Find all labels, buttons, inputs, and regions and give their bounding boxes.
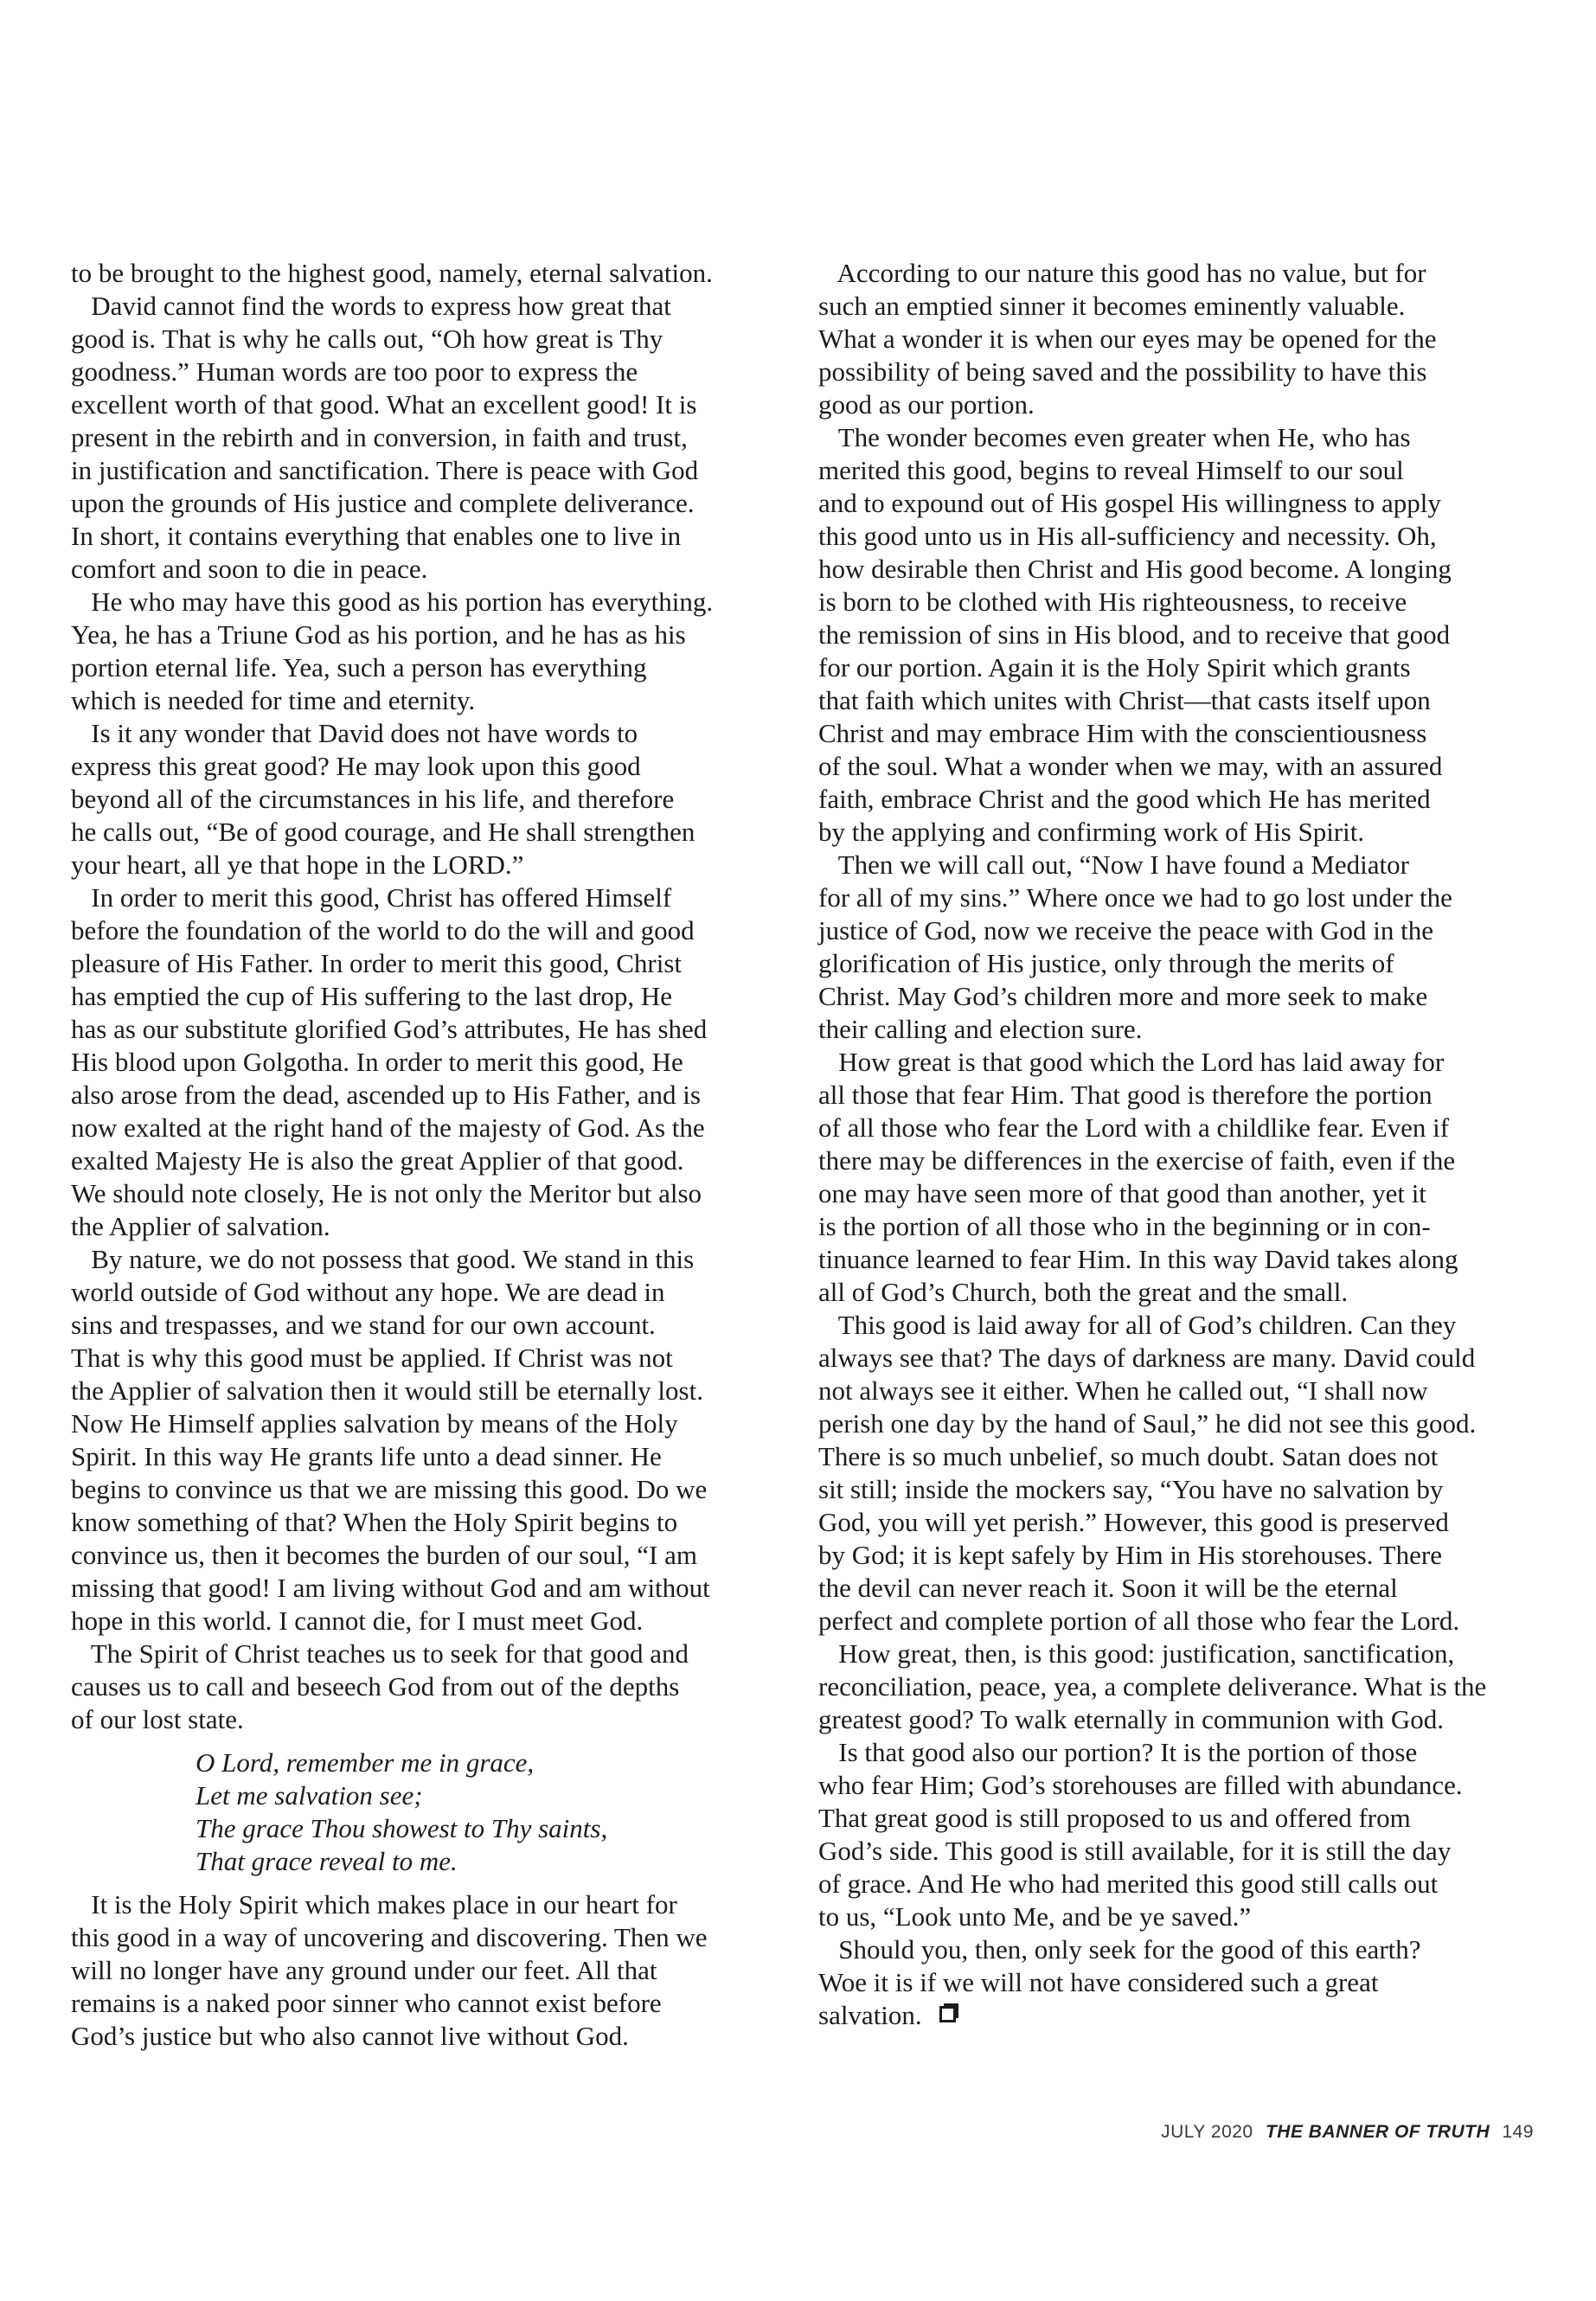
text-line: the devil can never reach it. Soon it will be the eternal [818,1573,1398,1603]
text-line: to us, “Look unto Me, and be ye saved.” [818,1901,1252,1932]
text-line: Christ. May God’s children more and more seek to make [818,981,1428,1011]
text-line: express this great good? He may look upon this good [71,751,641,781]
text-line: remains is a naked poor sinner who cannot exist before [71,1988,662,2018]
text-line: world outside of God without any hope. We are dead in [71,1277,665,1307]
text-line: According to our nature this good has no value, but for [818,258,1426,288]
text-line: greatest good? To walk eternally in communion with God. [818,1704,1445,1734]
text-line: not always see it either. When he called out, “I shall now [818,1375,1428,1406]
text-line: Woe it is if we will not have considered such a great [818,1967,1379,1997]
text-line: of all those who fear the Lord with a childlike fear. Even if [818,1112,1450,1143]
text-line: such an emptied sinner it becomes eminently valuable. [818,291,1406,321]
text-line: The Spirit of Christ teaches us to seek for that good and [71,1638,689,1669]
text-line: tinuance learned to fear Him. In this way David takes along [818,1244,1458,1274]
text-line: of grace. And He who had merited this good still calls out [818,1868,1439,1899]
text-line: one may have seen more of that good than another, yet it [818,1178,1426,1208]
text-line: by the applying and confirming work of His Spirit. [818,817,1365,847]
text-line: to be brought to the highest good, namely, eternal salvation. [71,258,713,288]
text-line: sit still; inside the mockers say, “You have no salvation by [818,1474,1444,1504]
text-line: How great is that good which the Lord has laid away for [818,1047,1445,1077]
poem-line: O Lord, remember me in grace, [195,1747,535,1778]
poem-gap-bottom [71,1878,815,1888]
text-line: sins and trespasses, and we stand for our own account. [71,1310,656,1340]
text-line: missing that good! I am living without God and am without [71,1573,710,1603]
text-line: is the portion of all those who in the beginning or in con- [818,1211,1431,1241]
text-line: also arose from the dead, ascended up to His Father, and is [71,1080,701,1110]
text-line: begins to convince us that we are missing this good. Do we [71,1474,708,1504]
text-line: The wonder becomes even greater when He, who has [818,422,1411,452]
text-line: That great good is still proposed to us and offered from [818,1803,1411,1833]
text-line: By nature, we do not possess that good. We stand in this [71,1244,695,1274]
text-line: for our portion. Again it is the Holy Spirit which grants [818,652,1411,683]
text-line: is born to be clothed with His righteousness, to receive [818,586,1407,617]
text-line: how desirable then Christ and His good become. A longing [818,554,1452,584]
text-line: In order to merit this good, Christ has offered Himself [71,882,672,913]
text-line: His blood upon Golgotha. In order to merit this good, He [71,1047,683,1077]
poem-line: The grace Thou showest to Thy saints, [195,1813,608,1843]
text-line: good is. That is why he calls out, “Oh how great is Thy [71,324,663,354]
text-line: reconciliation, peace, yea, a complete deliverance. What is the [818,1671,1487,1702]
text-line: present in the rebirth and in conversion, in faith and trust, [71,422,688,452]
text-line: now exalted at the right hand of the majesty of God. As the [71,1112,705,1143]
text-line: Is it any wonder that David does not have words to [71,718,638,748]
text-line: always see that? The days of darkness are many. David could [818,1343,1476,1373]
text-line: perish one day by the hand of Saul,” he did not see this good. [818,1408,1477,1439]
text-line: this good unto us in His all-sufficiency and necessity. Oh, [818,521,1437,551]
page-footer [1161,2122,1534,2143]
text-line: their calling and election sure. [818,1014,1143,1044]
text-line: all of God’s Church, both the great and the small. [818,1277,1349,1307]
footer-page-number: 149 [1502,2122,1534,2142]
text-line: has emptied the cup of His suffering to the last drop, He [71,981,673,1011]
text-line: there may be differences in the exercise of faith, even if the [818,1145,1456,1176]
text-line: beyond all of the circumstances in his life, and therefore [71,784,675,814]
text-line: causes us to call and beseech God from out of the depths [71,1671,680,1702]
poem-gap-top [71,1736,815,1747]
text-line: portion eternal life. Yea, such a person has everything [71,652,647,683]
text-line: and to expound out of His gospel His willingness to apply [818,488,1441,518]
text-line: merited this good, begins to reveal Himself to our soul [818,455,1404,485]
text-line: God’s justice but who also cannot live without God. [71,2021,629,2051]
footer-magazine-title: THE BANNER OF TRUTH [1265,2122,1490,2142]
right-column [818,257,1562,2032]
text-line: Is that good also our portion? It is the portion of those [818,1737,1418,1767]
text-line: glorification of His justice, only through the merits of [818,948,1394,978]
text-line: which is needed for time and eternity. [71,685,476,715]
text-line: that faith which unites with Christ—that casts itself upon [818,685,1431,715]
text-line: of the soul. What a wonder when we may, with an assured [818,751,1443,781]
text-line: convince us, then it becomes the burden of our soul, “I am [71,1540,697,1570]
text-line: the Applier of salvation. [71,1211,330,1241]
text-line: before the foundation of the world to do the will and good [71,915,695,945]
text-line: for all of my sins.” Where once we had to go lost under the [818,882,1452,913]
text-line: What a wonder it is when our eyes may be opened for the [818,324,1437,354]
left-block-1 [71,257,815,1736]
text-line: know something of that? When the Holy Spirit begins to [71,1507,678,1537]
text-line: has as our substitute glorified God’s attributes, He has shed [71,1014,708,1044]
text-line: perfect and complete portion of all those who fear the Lord. [818,1606,1460,1636]
left-column [71,257,815,2053]
text-line: He who may have this good as his portion has everything. [71,586,714,617]
text-line: That is why this good must be applied. If Christ was not [71,1343,673,1373]
text-line: by God; it is kept safely by Him in His storehouses. There [818,1540,1442,1570]
text-line: It is the Holy Spirit which makes place in our heart for [71,1889,677,1920]
text-line: We should note closely, He is not only the Meritor but also [71,1178,702,1208]
text-line: Yea, he has a Triune God as his portion, and he has as his [71,619,686,650]
text-line: justice of God, now we receive the peace with God in the [818,915,1434,945]
text-line: faith, embrace Christ and the good which He has merited [818,784,1431,814]
text-line: the remission of sins in His blood, and to receive that good [818,619,1451,650]
text-line: Spirit. In this way He grants life unto a dead sinner. He [71,1441,662,1471]
text-line: hope in this world. I cannot die, for I must meet God. [71,1606,644,1636]
text-line: God, you will yet perish.” However, this good is preserved [818,1507,1449,1537]
text-line: Then we will call out, “Now I have found a Mediator [818,849,1409,880]
text-line: upon the grounds of His justice and complete deliverance. [71,488,695,518]
text-line: in justification and sanctification. There is peace with God [71,455,699,485]
text-line: will no longer have any ground under our feet. All that [71,1955,657,1985]
poem-line: That grace reveal to me. [195,1846,458,1876]
text-line: your heart, all ye that hope in the LORD.” [71,849,524,880]
text-line: There is so much unbelief, so much doubt. Satan does not [818,1441,1439,1471]
text-line: possibility of being saved and the possibility to have this [818,356,1427,387]
text-line: God’s side. This good is still available, for it is still the day [818,1836,1452,1866]
left-block-2 [71,1888,815,2053]
text-line: who fear Him; God’s storehouses are filled with abundance. [818,1770,1463,1800]
text-line: goodness.” Human words are too poor to express the [71,356,638,387]
text-line: In short, it contains everything that enables one to live in [71,521,682,551]
text-line: excellent worth of that good. What an excellent good! It is [71,389,697,420]
text-line: How great, then, is this good: justification, sanctification, [818,1638,1455,1669]
poem-stanza [71,1747,815,1878]
text-line: he calls out, “Be of good courage, and He shall strengthen [71,817,695,847]
text-line: this good in a way of uncovering and discovering. Then we [71,1922,708,1952]
text-line: Christ and may embrace Him with the conscientiousness [818,718,1427,748]
text-line: the Applier of salvation then it would still be eternally lost. [71,1375,703,1406]
text-line: Now He Himself applies salvation by means of the Holy [71,1408,678,1439]
text-line: salvation. [818,1999,1562,2032]
text-line: pleasure of His Father. In order to merit this good, Christ [71,948,682,978]
text-line: David cannot find the words to express how great that [71,291,671,321]
text-line: comfort and soon to die in peace. [71,554,428,584]
end-of-article-mark-icon [939,2006,956,2022]
text-line: This good is laid away for all of God’s children. Can they [818,1310,1457,1340]
text-line: all those that fear Him. That good is therefore the portion [818,1080,1433,1110]
text-line: of our lost state. [71,1704,244,1734]
text-line: good as our portion. [818,389,1035,420]
poem-line: Let me salvation see; [195,1780,423,1811]
text-line: Should you, then, only seek for the good of this earth? [818,1934,1421,1965]
text-line: exalted Majesty He is also the great Applier of that good. [71,1145,684,1176]
footer-date: JULY 2020 [1161,2122,1253,2142]
